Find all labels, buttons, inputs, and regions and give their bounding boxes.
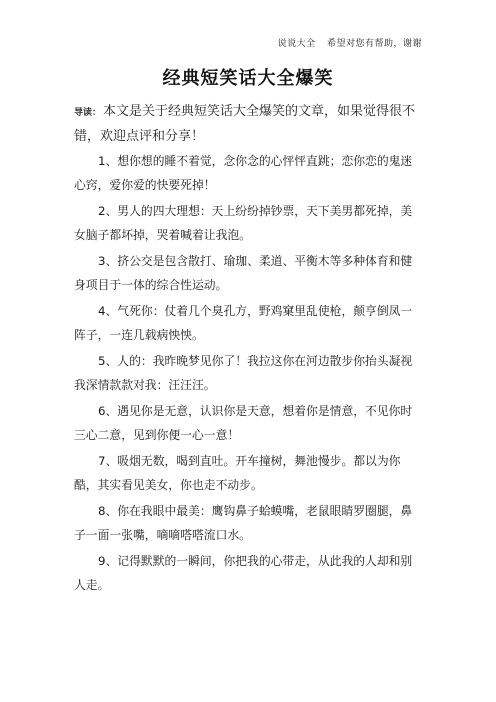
header-site-name: 说说大全: [277, 39, 316, 49]
joke-item-2: 2、男人的四大理想：天上纷纷掉钞票，天下美男都死掉，美女脑子都坏掉，哭着喊着让我泡。: [74, 204, 413, 242]
joke-item-1: 1、想你想的睡不着觉，念你念的心怦怦直跳；恋你恋的鬼迷心窍，爱你爱的快要死掉！: [74, 154, 413, 192]
header-thanks-note: 希望对您有帮助，谢谢: [326, 39, 422, 49]
joke-item-3: 3、挤公交是包含散打、瑜珈、柔道、平衡木等多种体育和健身项目于一体的综合性运动。: [74, 254, 413, 292]
joke-item-5: 5、人的：我昨晚梦见你了！我拉这你在河边散步你抬头凝视我深情款款对我：汪汪汪。: [74, 354, 413, 392]
joke-list: [74, 150, 424, 600]
intro-text: 本文是关于经典短笑话大全爆笑的文章，如果觉得很不错，欢迎点评和分享！: [74, 104, 416, 144]
document-title: 经典短笑话大全爆笑: [162, 68, 334, 89]
page-header: [278, 36, 422, 49]
intro-label: 导读：: [74, 108, 102, 118]
joke-item-8: 8、你在我眼中最美：鹰钩鼻子蛤蟆嘴，老鼠眼睛罗圈腿，鼻子一面一张嘴，嘀嘀嗒嗒流口水。: [74, 504, 413, 542]
intro-paragraph: [74, 100, 424, 149]
joke-item-4: 4、气死你：仗着几个臭孔方，野鸡窠里乱使枪，颠亨倒凤一阵子，一连几载病怏怏。: [74, 304, 413, 342]
joke-item-7: 7、吸烟无数，喝到直吐。开车撞树，舞池慢步。都以为你酷，其实看见美女，你也走不动步。: [74, 454, 401, 492]
joke-item-6: 6、遇见你是无意，认识你是天意，想着你是情意，不见你时三心二意，见到你便一心一意！: [74, 404, 413, 442]
joke-item-9: 9、记得默默的一瞬间，你把我的心带走，从此我的人却和别人走。: [74, 554, 413, 592]
